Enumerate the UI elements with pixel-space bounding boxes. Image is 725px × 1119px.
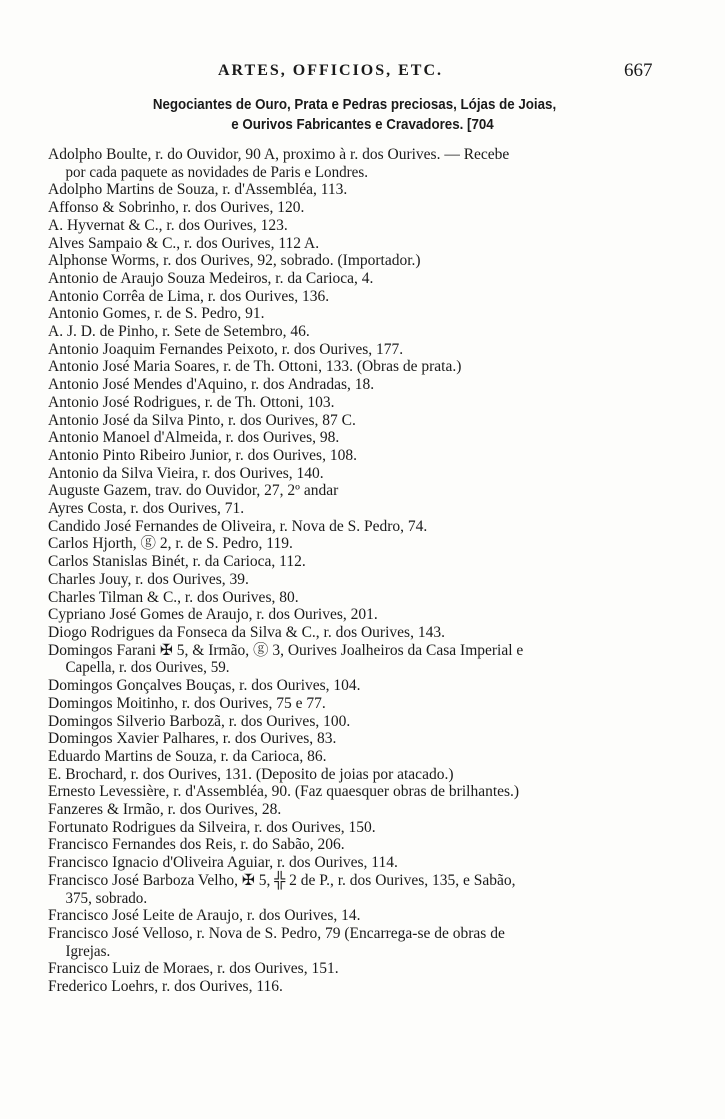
- directory-entry: [48, 235, 698, 253]
- entry-line: Carlos Hjorth, ⓖ 2, r. de S. Pedro, 119.: [48, 535, 293, 553]
- entry-line: Francisco José Velloso, r. Nova de S. Pedro, 79 (Encarrega-se de obras de: [48, 924, 505, 942]
- entry-line: Antonio Corrêa de Lima, r. dos Ourives, 136.: [48, 287, 330, 305]
- entry-continuation-line: por cada paquete as novidades de Paris e Londres.: [65, 163, 368, 181]
- entry-line: Antonio José Maria Soares, r. de Th. Ottoni, 133. (Obras de prata.): [48, 358, 462, 376]
- entry-line: Antonio de Araujo Souza Medeiros, r. da Carioca, 4.: [48, 269, 374, 287]
- entry-line: Frederico Loehrs, r. dos Ourives, 116.: [48, 978, 283, 996]
- entry-line: Francisco José Barboza Velho, ✠ 5, ╬ 2 de P., r. dos Ourives, 135, e Sabão,: [48, 871, 516, 889]
- directory-entry: [48, 677, 698, 695]
- entry-line: Antonio da Silva Vieira, r. dos Ourives, 140.: [48, 464, 324, 482]
- directory-entry: [48, 642, 698, 677]
- entry-line: Antonio José da Silva Pinto, r. dos Ourives, 87 C.: [48, 411, 356, 429]
- directory-entry: [48, 358, 698, 376]
- running-head: ARTES, OFFICIOS, ETC.: [218, 62, 444, 79]
- directory-entry: [48, 376, 698, 394]
- entry-line: Ernesto Levessière, r. d'Assembléa, 90. (Faz quaesquer obras de brilhantes.): [48, 783, 520, 801]
- entry-line: Fanzeres & Irmão, r. dos Ourives, 28.: [48, 801, 282, 819]
- entry-line: Francisco Fernandes dos Reis, r. do Sabão, 206.: [48, 836, 345, 854]
- directory-entry: [48, 836, 698, 854]
- directory-entry: [48, 465, 698, 483]
- directory-entry: [48, 872, 698, 907]
- section-title-line-2: e Ourivos Fabricantes e Cravadores. [704: [231, 117, 494, 133]
- directory-entry: [48, 217, 698, 235]
- directory-entry: [48, 323, 698, 341]
- directory-entry: [48, 199, 698, 217]
- entry-line: Francisco Luiz de Moraes, r. dos Ourives, 151.: [48, 960, 339, 978]
- entry-line: A. J. D. de Pinho, r. Sete de Setembro, 46.: [48, 323, 310, 341]
- entry-line: A. Hyvernat & C., r. dos Ourives, 123.: [48, 216, 288, 234]
- section-title-line-1: Negociantes de Ouro, Prata e Pedras preciosas, Lójas de Joias,: [152, 97, 557, 113]
- entry-line: Carlos Stanislas Binét, r. da Carioca, 112.: [48, 553, 306, 571]
- entry-line: Fortunato Rodrigues da Silveira, r. dos Ourives, 150.: [48, 818, 376, 836]
- entry-line: Antonio Gomes, r. de S. Pedro, 91.: [48, 305, 265, 323]
- directory-entry: [48, 482, 698, 500]
- directory-entry: [48, 394, 698, 412]
- entry-line: Eduardo Martins de Souza, r. da Carioca, 86.: [48, 747, 327, 765]
- directory-entry: [48, 907, 698, 925]
- entry-line: Cypriano José Gomes de Araujo, r. dos Ourives, 201.: [48, 606, 378, 624]
- directory-entry: [48, 783, 698, 801]
- entry-line: Domingos Xavier Palhares, r. dos Ourives, 83.: [48, 730, 337, 748]
- directory-entry: [48, 500, 698, 518]
- entry-continuation-line: Igrejas.: [65, 942, 111, 960]
- entry-line: Domingos Silverio Barbozã, r. dos Ourives, 100.: [48, 712, 351, 730]
- entry-line: Ayres Costa, r. dos Ourives, 71.: [48, 500, 245, 518]
- directory-entry: [48, 288, 698, 306]
- directory-entry: [48, 589, 698, 607]
- directory-entry: [48, 978, 698, 996]
- entry-line: Adolpho Boulte, r. do Ouvidor, 90 A, proximo à r. dos Ourives. — Recebe: [48, 146, 510, 163]
- directory-entry: [48, 695, 698, 713]
- directory-entry: [48, 146, 698, 181]
- directory-entry: [48, 766, 698, 784]
- entry-line: Domingos Moitinho, r. dos Ourives, 75 e 77.: [48, 694, 326, 712]
- directory-entry: [48, 341, 698, 359]
- entry-line: Antonio José Rodrigues, r. de Th. Ottoni, 103.: [48, 393, 335, 411]
- directory-entry: [48, 447, 698, 465]
- directory-entry: [48, 181, 698, 199]
- directory-entry: [48, 270, 698, 288]
- entry-line: Antonio Manoel d'Almeida, r. dos Ourives, 98.: [48, 429, 340, 447]
- directory-entry: [48, 960, 698, 978]
- entry-line: Charles Tilman & C., r. dos Ourives, 80.: [48, 588, 299, 606]
- directory-entry: [48, 925, 698, 960]
- directory-entry: [48, 518, 698, 536]
- directory-entry: [48, 553, 698, 571]
- directory-entry: [48, 730, 698, 748]
- entry-line: Domingos Farani ✠ 5, & Irmão, ⓖ 3, Ourives Joalheiros da Casa Imperial e: [48, 641, 524, 659]
- directory-entry: [48, 624, 698, 642]
- entry-line: Affonso & Sobrinho, r. dos Ourives, 120.: [48, 199, 305, 217]
- directory-entry: [48, 854, 698, 872]
- directory-entry: [48, 252, 698, 270]
- directory-entries: [48, 146, 698, 996]
- entry-line: Alves Sampaio & C., r. dos Ourives, 112 A.: [48, 234, 320, 252]
- entry-line: Candido José Fernandes de Oliveira, r. Nova de S. Pedro, 74.: [48, 517, 428, 535]
- page-number: 667: [624, 60, 653, 81]
- directory-entry: [48, 819, 698, 837]
- entry-line: Antonio Pinto Ribeiro Junior, r. dos Ourives, 108.: [48, 446, 357, 464]
- entry-line: Domingos Gonçalves Bouças, r. dos Ourives, 104.: [48, 677, 361, 695]
- entry-line: Antonio Joaquim Fernandes Peixoto, r. dos Ourives, 177.: [48, 340, 404, 358]
- entry-line: Adolpho Martins de Souza, r. d'Assembléa, 113.: [48, 181, 348, 199]
- entry-line: Antonio José Mendes d'Aquino, r. dos Andradas, 18.: [48, 376, 375, 394]
- directory-entry: [48, 305, 698, 323]
- directory-entry: [48, 535, 698, 553]
- entry-line: Auguste Gazem, trav. do Ouvidor, 27, 2º andar: [48, 482, 339, 500]
- directory-entry: [48, 571, 698, 589]
- entry-line: Francisco Ignacio d'Oliveira Aguiar, r. dos Ourives, 114.: [48, 854, 398, 872]
- entry-continuation-line: Capella, r. dos Ourives, 59.: [65, 659, 230, 677]
- entry-line: Alphonse Worms, r. dos Ourives, 92, sobrado. (Importador.): [48, 252, 421, 270]
- directory-entry: [48, 748, 698, 766]
- entry-continuation-line: 375, sobrado.: [65, 889, 148, 907]
- entry-line: Francisco José Leite de Araujo, r. dos Ourives, 14.: [48, 907, 361, 925]
- directory-entry: [48, 606, 698, 624]
- directory-entry: [48, 412, 698, 430]
- directory-entry: [48, 713, 698, 731]
- directory-entry: [48, 801, 698, 819]
- directory-entry: [48, 429, 698, 447]
- entry-line: Charles Jouy, r. dos Ourives, 39.: [48, 570, 249, 588]
- entry-line: Diogo Rodrigues da Fonseca da Silva & C., r. dos Ourives, 143.: [48, 623, 445, 641]
- entry-line: E. Brochard, r. dos Ourives, 131. (Deposito de joias por atacado.): [48, 765, 454, 783]
